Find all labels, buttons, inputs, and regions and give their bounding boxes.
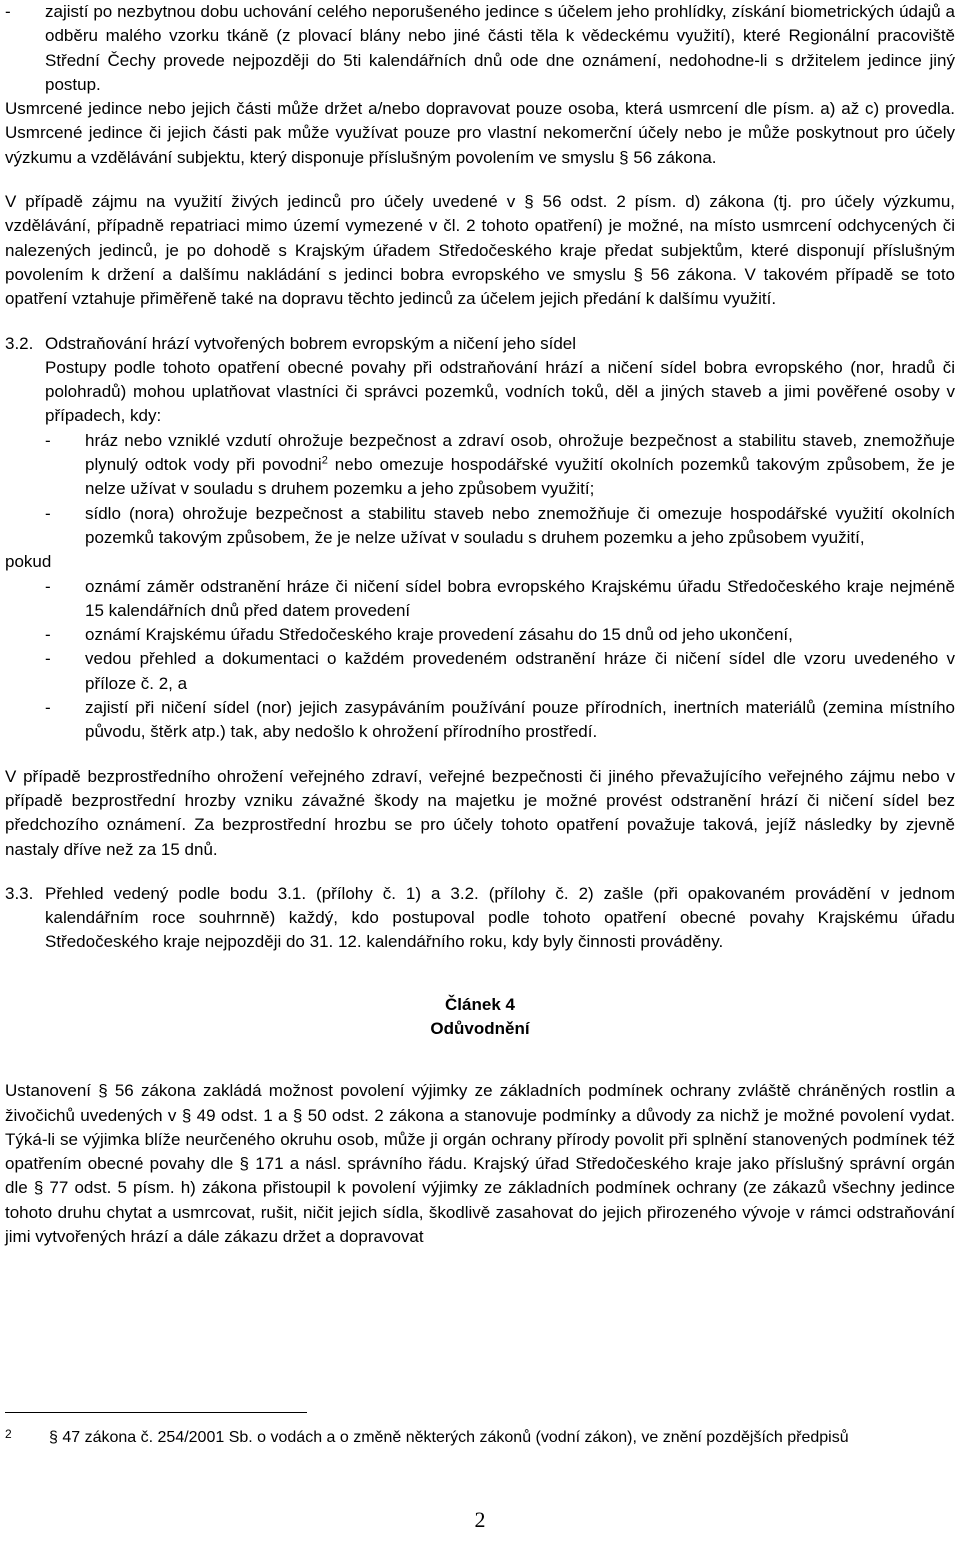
bullet-item-specimen-retention xyxy=(5,0,955,97)
condition-item xyxy=(45,429,955,502)
footnote xyxy=(5,1427,955,1449)
condition-text: hráz nebo vzniklé vzdutí ohrožuje bezpečnost a zdraví osob, ohrožuje bezpečnost a stabilitu staveb, znemožňuje plynulý odtok vody při povodni xyxy=(85,430,955,475)
paragraph-emergency: V případě bezprostředního ohrožení veřejného zdraví, veřejné bezpečnosti či jiného převažujícího veřejného zájmu nebo v případě bezprostřední hrozby vzniku závažné škody na majetku je možné provést odstranění hrází či ničení sídel bez předchozího oznámení. Za bezprostřední hrozbu se pro účely tohoto opatření považuje taková, jejíž následky by zjevně nastaly dříve než za 15 dnů. xyxy=(5,766,955,859)
condition-item xyxy=(45,502,955,551)
obligation-text: oznámí Krajskému úřadu Středočeského kraje provedení zásahu do 15 dnů od jeho ukončení, xyxy=(85,625,793,645)
bullet-dash: - xyxy=(45,698,51,718)
paragraph-justification: Ustanovení § 56 zákona zakládá možnost povolení výjimky ze základních podmínek ochrany zvláště chráněných rostlin a živočichů uvedených v § 49 odst. 1 a § 50 odst. 2 zákona a stanovuje podmínky a důvody za nichž je možné povolení vydat. Týká-li se výjimka blíže neurčeného okruhu osob, může ji orgán ochrany přírody povolit při splnění stanovených podmínek též opatřením obecné povahy dle § 171 a násl. správního řádu. Krajský úřad Středočeského kraje jako příslušný správní orgán dle § 77 odst. 5 písm. h) zákona přistoupil k povolení výjimky ze základních podmínek ochrany (ze zákazů všechny jedince tohoto druhu chytat a usmrcovat, rušit, ničit jejich sídla, škodlivě zasahovat do jejich přirozeného vývoje v rámci odstraňování jimi vytvořených hrází a dále zákazu držet a dopravovat xyxy=(5,1081,955,1247)
bullet-dash: - xyxy=(45,430,51,450)
article-label: Článek 4 xyxy=(445,994,515,1014)
obligation-text: oznámí záměr odstranění hráze či ničení sídel bobra evropského Krajskému úřadu Středočeského kraje nejméně 15 kalendářních dnů před datem provedení xyxy=(85,576,955,620)
section-text: Přehled vedený podle bodu 3.1. (přílohy č. 1) a 3.2. (přílohy č. 2) zašle (při opakovaném provádění v jednom kalendářním roce souhrnně) každý, kdo postupoval podle tohoto opatření obecné povahy Krajskému úřadu Středočeského kraje nejpozději do 31. 12. kalendářního roku, kdy byly činnosti prováděny. xyxy=(45,883,955,952)
footnote-text: § 47 zákona č. 254/2001 Sb. o vodách a o změně některých zákonů (vodní zákon), ve znění pozdějších předpisů xyxy=(49,1429,849,1446)
section-3-3 xyxy=(5,882,955,955)
bullet-dash: - xyxy=(45,503,51,523)
condition-text-cont: nebo omezuje hospodářské využití okolních pozemků takovým způsobem, že je nelze užívat v souladu s druhem pozemku a jeho způsobem využití; xyxy=(85,455,956,499)
article-title: Odůvodnění xyxy=(430,1018,530,1038)
section-number: 3.2. xyxy=(5,333,34,353)
bullet-dash: - xyxy=(45,625,51,645)
section-number: 3.3. xyxy=(5,883,34,903)
page-number: 2 xyxy=(474,1507,486,1532)
bullet-dash: - xyxy=(45,649,51,669)
obligation-text: zajistí při ničení sídel (nor) jejich zasypáváním používání pouze přírodních, inertních materiálů (zemina místního původu, štěrk atp.) tak, aby nedošlo k ohrožení přírodního prostředí. xyxy=(85,698,955,742)
section-intro: Postupy podle tohoto opatření obecné povahy při odstraňování hrází a ničení sídel bobra evropského (nor, hradů či polohradů) mohou uplatňovat vlastníci či správci pozemků, vodních toků, děl a jiných staveb a jimi pověřené osoby v případech, kdy: xyxy=(45,357,955,426)
bullet-text: zajistí po nezbytnou dobu uchování celého neporušeného jedince s účelem jeho prohlídky, získání biometrických údajů a odběru malého vzorku tkáně (z plovací blány nebo jiné části těla k vědeckému využití), které Regionální pracoviště Střední Čechy provede nejpozději do 5ti kalendářních dnů ode dne oznámení, nedohodne-li s držitelem jedince jiný postup. xyxy=(45,2,955,94)
footnote-separator xyxy=(5,1412,307,1413)
condition-text: sídlo (nora) ohrožuje bezpečnost a stabilitu staveb nebo znemožňuje či omezuje hospodářské využití okolních pozemků takovým způsobem, že je nelze užívat v souladu s druhem pozemku a jeho způsobem využití, xyxy=(85,503,955,547)
obligations-list xyxy=(5,575,955,745)
content xyxy=(5,0,955,1249)
obligation-item xyxy=(45,575,955,624)
bullet-dash: - xyxy=(45,576,51,596)
bullet-dash: - xyxy=(5,2,11,21)
paragraph-possession: Usmrcené jedince nebo jejich části může držet a/nebo dopravovat pouze osoba, která usmrcení dle písm. a) až c) provedla. Usmrcené jedince či jejich části pak může využívat pouze pro vlastní nekomerční účely nebo je může poskytnout pro účely výzkumu a vzdělávání subjektu, který disponuje příslušným povolením ve smyslu § 56 zákona. xyxy=(5,99,955,167)
obligation-text: vedou přehled a dokumentaci o každém provedeném odstranění hráze či ničení sídel dle vzoru uvedeného v příloze č. 2, a xyxy=(85,649,955,693)
section-3-2 xyxy=(5,332,955,551)
obligation-item xyxy=(45,623,955,647)
footnote-mark: 2 xyxy=(5,1427,12,1441)
paragraph-live-specimens: V případě zájmu na využití živých jedinců pro účely uvedené v § 56 odst. 2 písm. d) zákona (tj. pro účely výzkumu, vzdělávání, případně repatriaci mimo území vymezené v čl. 2 tohoto opatření) je možné, na místo usmrcení odchycených či nalezených jedinců, je po dohodě s Krajským úřadem Středočeského kraje předat subjektům, které disponují příslušným povolením k držení a dalšímu nakládání s jedinci bobra evropského ve smyslu § 56 zákona. V takovém případě se toto opatření vztahuje přiměřeně také na dopravu těchto jedinců za účelem jejich předání k dalšímu využití. xyxy=(5,192,955,309)
obligation-item xyxy=(45,696,955,745)
footnote-ref: 2 xyxy=(321,454,328,467)
obligation-item xyxy=(45,647,955,696)
section-title: Odstraňování hrází vytvořených bobrem evropským a ničení jeho sídel xyxy=(45,333,577,353)
pokud-label: pokud xyxy=(5,552,52,572)
